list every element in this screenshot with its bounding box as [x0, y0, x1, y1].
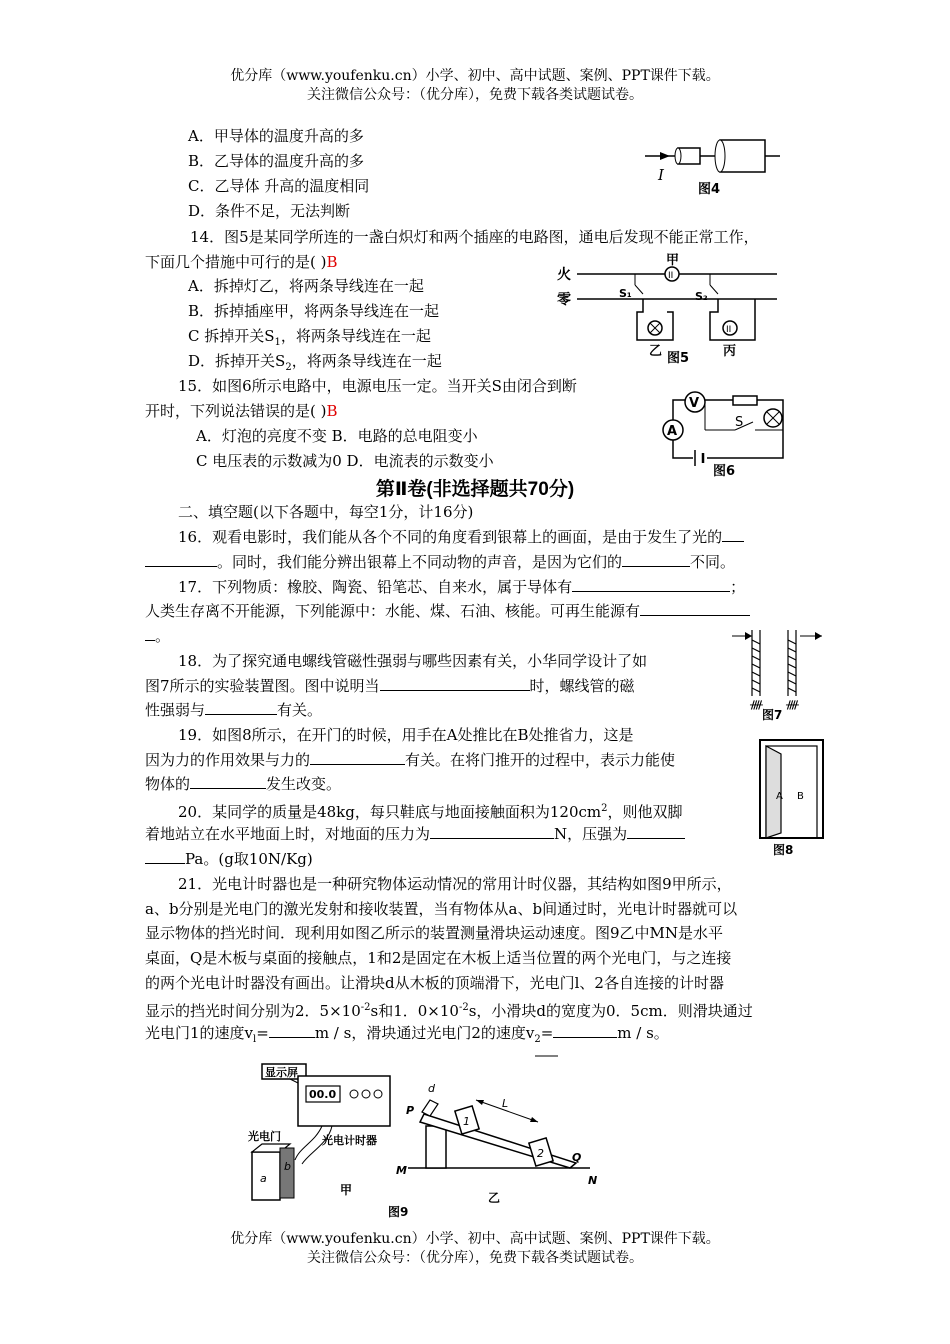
q14-stem-text: 下面几个措施中可行的是( ) — [145, 253, 327, 271]
q21-text-7c: m / s，滑块通过光电门2的速度v — [314, 1024, 535, 1042]
q20-sup: 2 — [601, 803, 608, 814]
q14-option-b: B．拆掉插座甲，将两条导线连在一起 — [188, 302, 440, 320]
figure-8-b: B — [797, 791, 804, 802]
figure-9-l: L — [502, 1097, 509, 1110]
figure-7-label: 图7 — [762, 708, 783, 722]
figure-4-current: I — [658, 166, 664, 184]
q14-option-c-pre: C 拆掉开关S — [188, 327, 275, 345]
q15-options-ab: A．灯泡的亮度不变 B．电路的总电阻变小 — [196, 427, 478, 445]
section-2-instructions: 二、填空题(以下各题中，每空1分，计16分) — [178, 503, 474, 521]
figure-9 — [240, 1052, 620, 1220]
q16-text-1: 16．观看电影时，我们能从各个不同的角度看到银幕上的画面，是由于发生了光的 — [178, 528, 723, 546]
q21-text-7d: = — [540, 1024, 554, 1042]
q20-text-3: Pa。(g取10N/Kg) — [185, 850, 313, 868]
q14-stem-line-1: 14．图5是某同学所连的一盏白炽灯和两个插座的电路图，通电后发现不能正常工作， — [190, 228, 759, 246]
figure-5-label: 图5 — [667, 351, 690, 366]
figure-5-yi: 乙 — [649, 344, 663, 359]
q18-line-2 — [145, 676, 635, 696]
q13-option-b: B．乙导体的温度升高的多 — [188, 152, 365, 170]
q21-text-6b: s和1．0×10 — [370, 1002, 459, 1020]
q19-text-3a: 物体的 — [145, 775, 191, 793]
q13-option-a: A．甲导体的温度升高的多 — [188, 127, 364, 145]
figure-9-a: a — [260, 1172, 267, 1185]
q19-blank-2[interactable] — [190, 774, 266, 789]
q21-line-6 — [145, 998, 753, 1021]
q16-blank-2[interactable] — [622, 552, 690, 567]
figure-8-a: A — [776, 791, 783, 802]
figure-8 — [755, 738, 830, 860]
q16-line-1 — [178, 527, 744, 547]
q14-option-a: A．拆掉灯乙，将两条导线连在一起 — [188, 277, 424, 295]
figure-9-n: N — [588, 1174, 598, 1187]
figure-4-label: 图4 — [698, 182, 721, 197]
figure-9-yi: 乙 — [488, 1191, 501, 1205]
q16-text-3: 不同。 — [690, 553, 736, 571]
q20-text-2b: N，压强为 — [554, 825, 628, 843]
q17-text-1: 17．下列物质：橡胶、陶瓷、铅笔芯、自来水，属于导体有 — [178, 578, 573, 596]
q21-line-2: a、b分别是光电门的激光发射和接收装置，当有物体从a、b间通过时，光电计时器就可以 — [145, 900, 738, 918]
q17-text-3: 。 — [155, 627, 171, 645]
q18-line-1: 18．为了探究通电螺线管磁性强弱与哪些因素有关，小华同学设计了如 — [178, 652, 648, 670]
q19-line-2 — [145, 750, 675, 770]
figure-6-s: S — [735, 415, 744, 430]
q20-line-2 — [145, 824, 685, 844]
footer-line-1: 优分库（www.youfenku.cn）小学、初中、高中试题、案例、PPT课件下载。 — [230, 1231, 720, 1247]
q17-text-1-end: ； — [730, 578, 746, 596]
q19-text-2b: 有关。在将门推开的过程中，表示力能使 — [405, 751, 676, 769]
q15-options-cd: C 电压表的示数减为0 D．电流表的示数变小 — [196, 452, 494, 470]
figure-5-live: 火 — [557, 267, 571, 283]
figure-9-label: 图9 — [388, 1205, 409, 1219]
q17-blank-1[interactable] — [572, 577, 730, 592]
figure-9-two: 2 — [537, 1147, 544, 1160]
svg-text:II: II — [668, 271, 674, 281]
figure-5 — [555, 252, 785, 370]
q21-sup-2: -2 — [458, 1002, 469, 1013]
figure-9-one: 1 — [463, 1115, 470, 1128]
q21-sub-2: 2 — [534, 1034, 541, 1045]
q13-option-c: C．乙导体 升高的温度相同 — [188, 177, 370, 195]
svg-text:ᚎ: ᚎ — [786, 698, 799, 711]
q17-text-2: 人类生存离不开能源，下列能源中：水能、煤、石油、核能。可再生能源有 — [145, 602, 641, 620]
q18-text-2a: 图7所示的实验装置图。图中说明当 — [145, 677, 380, 695]
q15-stem-line-2 — [145, 401, 338, 421]
figure-9-gate: 光电门 — [248, 1130, 281, 1143]
figure-5-s2: S₂ — [695, 290, 708, 303]
q21-line-4: 桌面，Q是木板与桌面的接触点，1和2是固定在木板上适当位置的两个光电门，与之连接 — [145, 949, 732, 967]
q21-text-7a: 光电门1的速度v — [145, 1024, 254, 1042]
figure-7 — [730, 626, 825, 724]
q16-blank-1b[interactable] — [145, 552, 217, 567]
q20-line-1 — [178, 799, 683, 822]
q14-option-c — [188, 326, 431, 353]
q13-option-d: D．条件不足，无法判断 — [188, 202, 351, 220]
q21-sup-1: -2 — [360, 1002, 371, 1013]
q18-line-3 — [145, 700, 322, 720]
q14-stem-line-2 — [145, 252, 338, 272]
q15-stem-line-1: 15．如图6所示电路中，电源电压一定。当开关S由闭合到断 — [178, 377, 577, 395]
q21-line-7 — [145, 1023, 669, 1050]
q18-blank-1[interactable] — [380, 676, 530, 691]
q19-line-1: 19．如图8所示，在开门的时候，用手在A处推比在B处推省力，这是 — [178, 726, 634, 744]
q21-text-7e: m / s。 — [617, 1024, 669, 1042]
figure-9-jia: 甲 — [340, 1183, 353, 1197]
figure-9-q: Q — [572, 1151, 582, 1164]
q15-stem-text: 开时，下列说法错误的是( ) — [145, 402, 327, 420]
q18-text-2b: 时，螺线管的磁 — [529, 677, 635, 695]
q19-text-3b: 发生改变。 — [266, 775, 342, 793]
q14-option-d-pre: D．拆掉开关S — [188, 352, 286, 370]
q16-blank-1a[interactable] — [722, 527, 744, 542]
q20-line-3 — [145, 849, 313, 869]
q18-blank-2[interactable] — [205, 700, 277, 715]
q17-blank-2a[interactable] — [640, 601, 750, 616]
q18-text-3b: 有关。 — [277, 701, 323, 719]
figure-9-d: d — [428, 1082, 435, 1095]
figure-6 — [655, 378, 795, 478]
q20-blank-2b[interactable] — [145, 849, 185, 864]
section-2-title: 第Ⅱ卷(非选择题共70分) — [375, 479, 575, 500]
figure-6-v: V — [689, 396, 700, 411]
q21-sub-1: l — [253, 1034, 257, 1045]
q16-text-2: 。同时，我们能分辨出银幕上不同动物的声音，是因为它们的 — [217, 553, 623, 571]
figure-5-bing: 丙 — [723, 344, 737, 359]
q20-text-2a: 着地站立在水平地面上时，对地面的压力为 — [145, 825, 431, 843]
q14-answer: B — [326, 253, 338, 271]
figure-5-neutral: 零 — [557, 292, 571, 308]
q21-text-6a: 显示的挡光时间分别为2．5×10 — [145, 1002, 361, 1020]
q21-line-5: 的两个光电计时器没有画出。让滑块d从木板的顶端滑下，光电门l、2各自连接的计时器 — [145, 974, 724, 992]
figure-9-reading: 00.0 — [309, 1088, 337, 1101]
q17-line-1 — [178, 577, 745, 597]
q20-text-1b: ，则他双脚 — [607, 803, 683, 821]
figure-5-jia: 甲 — [666, 253, 680, 268]
q21-blank-2[interactable] — [553, 1023, 617, 1038]
figure-8-label: 图8 — [773, 843, 794, 857]
q19-blank-1[interactable] — [310, 750, 405, 765]
figure-9-timer: 光电计时器 — [322, 1134, 377, 1147]
footer-line-2: 关注微信公众号：（优分库），免费下载各类试题试卷。 — [307, 1250, 643, 1266]
figure-4 — [640, 135, 790, 200]
q21-text-7b: = — [256, 1024, 269, 1042]
q21-blank-1[interactable] — [269, 1023, 315, 1038]
q16-line-2 — [145, 552, 735, 572]
figure-9-b: b — [284, 1160, 291, 1173]
figure-9-m: M — [396, 1164, 407, 1177]
q18-text-3a: 性强弱与 — [145, 701, 206, 719]
q17-line-3 — [145, 626, 170, 646]
q19-line-3 — [145, 774, 341, 794]
q15-answer: B — [326, 402, 338, 420]
q14-option-d-post: ，将两条导线连在一起 — [291, 352, 442, 370]
q20-text-1a: 20．某同学的质量是48kg，每只鞋底与地面接触面积为120cm — [178, 803, 602, 821]
q14-option-c-sub: 1 — [274, 337, 281, 348]
q17-line-2 — [145, 601, 750, 621]
q17-blank-2b[interactable] — [145, 626, 155, 641]
svg-text:II: II — [726, 325, 732, 335]
q20-blank-2a[interactable] — [627, 824, 685, 839]
q21-line-3: 显示物体的挡光时间．现利用如图乙所示的装置测量滑块运动速度。图9乙中MN是水平 — [145, 924, 724, 942]
figure-5-s1: S₁ — [619, 287, 632, 300]
q14-option-c-post: ，将两条导线连在一起 — [280, 327, 431, 345]
q14-option-d — [188, 351, 442, 378]
svg-text:ᚎ: ᚎ — [750, 698, 763, 711]
q21-line-1: 21．光电计时器也是一种研究物体运动情况的常用计时仪器，其结构如图9甲所示， — [178, 875, 732, 893]
q21-text-6c: s，小滑块d的宽度为0．5cm．则滑块通过 — [468, 1002, 753, 1020]
figure-9-screen: 显示屏 — [265, 1066, 298, 1079]
q20-blank-1[interactable] — [430, 824, 554, 839]
header-line-2: 关注微信公众号：（优分库），免费下载各类试题试卷。 — [307, 87, 643, 103]
q19-text-2a: 因为力的作用效果与力的 — [145, 751, 311, 769]
figure-6-a: A — [667, 424, 678, 439]
figure-9-p: P — [406, 1104, 415, 1117]
q14-option-d-sub: 2 — [285, 362, 292, 373]
figure-6-label: 图6 — [713, 464, 736, 478]
header-line-1: 优分库（www.youfenku.cn）小学、初中、高中试题、案例、PPT课件下载。 — [230, 68, 720, 84]
